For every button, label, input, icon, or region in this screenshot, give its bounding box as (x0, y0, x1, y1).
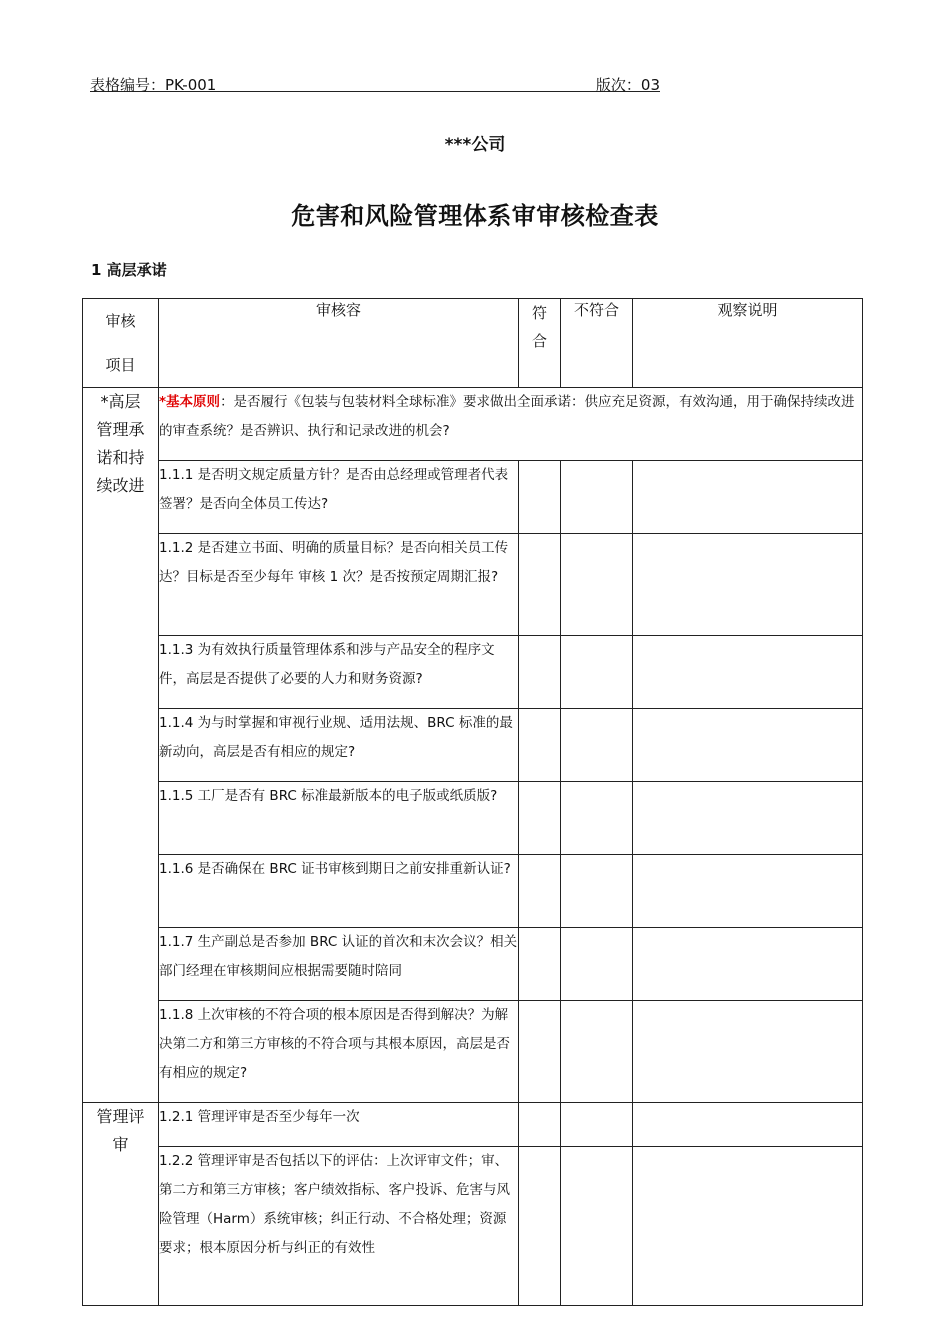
conform-cell[interactable] (519, 782, 561, 855)
category-management-review (83, 1103, 159, 1306)
table-row (83, 709, 863, 782)
table-row (83, 782, 863, 855)
table-row (83, 855, 863, 928)
question-1-2-1: 1.2.1 管理评审是否至少每年一次 (159, 1103, 519, 1147)
category-commitment-text: *高层管理承诺和持续改进 (96, 392, 145, 495)
document-title: 危害和风险管理体系审审核检查表 (291, 202, 659, 230)
question-1-1-1: 1.1.1 是否明文规定质量方针？是否由总经理或管理者代表签署？是否向全体员工传达? (159, 461, 519, 534)
principle-row (83, 388, 863, 461)
nonconform-cell[interactable] (561, 461, 633, 534)
nonconform-cell[interactable] (561, 1103, 633, 1147)
observation-cell[interactable] (633, 928, 863, 1001)
nonconform-cell[interactable] (561, 1001, 633, 1103)
header-observation: 观察说明 (633, 299, 863, 388)
header-audit-item (83, 299, 159, 388)
category-commitment (83, 388, 159, 1103)
conform-cell[interactable] (519, 1001, 561, 1103)
audit-checklist-table (82, 298, 863, 1306)
nonconform-cell[interactable] (561, 636, 633, 709)
nonconform-cell[interactable] (561, 855, 633, 928)
nonconform-cell[interactable] (561, 782, 633, 855)
version-number: 版次：03 (595, 76, 660, 94)
category-management-review-text: 管理评审 (96, 1107, 145, 1154)
company-name: ***公司 (444, 135, 506, 155)
table-row (83, 1147, 863, 1306)
observation-cell[interactable] (633, 1103, 863, 1147)
form-number: 表格编号：PK-001 (90, 76, 217, 94)
basic-principle (159, 388, 863, 461)
question-1-1-4: 1.1.4 为与时掌握和审视行业规、适用法规、BRC 标准的最新动向，高层是否有相应的规定? (159, 709, 519, 782)
observation-cell[interactable] (633, 461, 863, 534)
nonconform-cell[interactable] (561, 1147, 633, 1306)
question-1-1-7: 1.1.7 生产副总是否参加 BRC 认证的首次和末次会议？相关部门经理在审核期间应根据需要随时陪同 (159, 928, 519, 1001)
conform-cell[interactable] (519, 461, 561, 534)
observation-cell[interactable] (633, 534, 863, 636)
table-row (83, 928, 863, 1001)
nonconform-cell[interactable] (561, 709, 633, 782)
question-1-1-6: 1.1.6 是否确保在 BRC 证书审核到期日之前安排重新认证? (159, 855, 519, 928)
header-conform-text: 符合 (531, 304, 547, 350)
question-1-1-3: 1.1.3 为有效执行质量管理体系和涉与产品安全的程序文件，高层是否提供了必要的人力和财务资源? (159, 636, 519, 709)
question-1-1-2: 1.1.2 是否建立书面、明确的质量目标？是否向相关员工传达？目标是否至少每年 审核 1 次？是否按预定周期汇报? (159, 534, 519, 636)
principle-label: *基本原则 (159, 394, 221, 410)
header-nonconform: 不符合 (561, 299, 633, 388)
principle-text: ：是否履行《包装与包装材料全球标准》要求做出全面承诺：供应充足资源，有效沟通，用于确保持续改进的审查系统？是否辨识、执行和记录改进的机会? (159, 394, 855, 439)
table-row (83, 636, 863, 709)
table-row (83, 534, 863, 636)
conform-cell[interactable] (519, 1147, 561, 1306)
nonconform-cell[interactable] (561, 534, 633, 636)
header-item-line2: 项目 (105, 356, 136, 374)
observation-cell[interactable] (633, 709, 863, 782)
header-item-line1: 审核 (105, 312, 136, 330)
table-row (83, 1001, 863, 1103)
conform-cell[interactable] (519, 534, 561, 636)
conform-cell[interactable] (519, 855, 561, 928)
observation-cell[interactable] (633, 855, 863, 928)
observation-cell[interactable] (633, 1147, 863, 1306)
header-audit-content: 审核容 (159, 299, 519, 388)
observation-cell[interactable] (633, 782, 863, 855)
form-header-line (90, 72, 660, 92)
conform-cell[interactable] (519, 636, 561, 709)
table-header-row (83, 299, 863, 388)
conform-cell[interactable] (519, 709, 561, 782)
question-1-1-8: 1.1.8 上次审核的不符合项的根本原因是否得到解决？为解决第二方和第三方审核的不符合项与其根本原因，高层是否有相应的规定? (159, 1001, 519, 1103)
header-conform (519, 299, 561, 388)
table-row (83, 1103, 863, 1147)
nonconform-cell[interactable] (561, 928, 633, 1001)
conform-cell[interactable] (519, 928, 561, 1001)
table-row (83, 461, 863, 534)
question-1-1-5: 1.1.5 工厂是否有 BRC 标准最新版本的电子版或纸质版? (159, 782, 519, 855)
observation-cell[interactable] (633, 636, 863, 709)
question-1-2-2: 1.2.2 管理评审是否包括以下的评估：上次评审文件；审、第二方和第三方审核；客户绩效指标、客户投诉、危害与风险管理（Harm）系统审核；纠正行动、不合格处理；资源要求；根本原因分析与纠正的有效性 (159, 1147, 519, 1306)
observation-cell[interactable] (633, 1001, 863, 1103)
section-heading: 1 高层承诺 (91, 261, 167, 279)
conform-cell[interactable] (519, 1103, 561, 1147)
